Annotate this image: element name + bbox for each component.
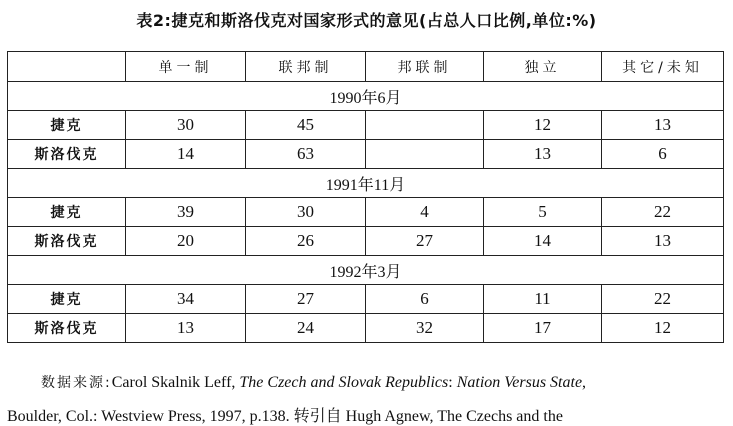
table-cell (366, 140, 484, 169)
source-tail: , (582, 374, 587, 391)
table-cell: 17 (484, 314, 602, 343)
column-header-unitary: 单一制 (126, 52, 246, 82)
table-cell: 12 (602, 314, 724, 343)
column-header-confederation: 邦联制 (366, 52, 484, 82)
table-row (8, 140, 724, 169)
row-label: 捷克 (8, 198, 126, 227)
table-cell: 45 (246, 111, 366, 140)
table-cell: 20 (126, 227, 246, 256)
table-cell: 26 (246, 227, 366, 256)
row-label: 捷克 (8, 111, 126, 140)
table-cell: 13 (484, 140, 602, 169)
source-book-subtitle: Nation Versus State (456, 374, 583, 391)
table-cell: 4 (366, 198, 484, 227)
table-cell: 63 (246, 140, 366, 169)
row-label: 斯洛伐克 (8, 227, 126, 256)
column-header-corner (8, 52, 126, 82)
column-header-independence: 独立 (484, 52, 602, 82)
row-label: 斯洛伐克 (8, 314, 126, 343)
section-label: 1990年6月 (8, 82, 724, 111)
table-cell: 11 (484, 285, 602, 314)
source-author: Carol Skalnik Leff, (111, 374, 240, 391)
header-row (8, 52, 724, 82)
table-cell: 22 (602, 198, 724, 227)
section-row (8, 256, 724, 285)
source-note-line-2: Boulder, Col.: Westview Press, 1997, p.138. 转引自 Hugh Agnew, The Czechs and the (7, 408, 563, 425)
table-cell: 27 (366, 227, 484, 256)
table-row (8, 198, 724, 227)
row-label: 捷克 (8, 285, 126, 314)
section-row (8, 82, 724, 111)
table-cell: 14 (484, 227, 602, 256)
column-header-federation: 联邦制 (246, 52, 366, 82)
section-label: 1992年3月 (8, 256, 724, 285)
section-label: 1991年11月 (8, 169, 724, 198)
table-cell: 12 (484, 111, 602, 140)
table-cell (366, 111, 484, 140)
row-label: 斯洛伐克 (8, 140, 126, 169)
table-cell: 30 (246, 198, 366, 227)
table-cell: 34 (126, 285, 246, 314)
source-book-title: The Czech and Slovak Republics (239, 374, 449, 391)
column-header-other: 其它/未知 (602, 52, 724, 82)
section-row (8, 169, 724, 198)
table-cell: 13 (602, 227, 724, 256)
table-cell: 5 (484, 198, 602, 227)
table-cell: 6 (602, 140, 724, 169)
table-cell: 24 (246, 314, 366, 343)
table-row (8, 111, 724, 140)
source-prefix: 数据来源: (41, 375, 112, 391)
table-cell: 13 (602, 111, 724, 140)
table-cell: 32 (366, 314, 484, 343)
table-cell: 6 (366, 285, 484, 314)
source-separator: : (448, 374, 457, 391)
table-cell: 14 (126, 140, 246, 169)
opinion-table (7, 51, 724, 343)
source-note-line-1 (0, 372, 733, 392)
table-row (8, 227, 724, 256)
table-cell: 39 (126, 198, 246, 227)
table-cell: 22 (602, 285, 724, 314)
table-cell: 30 (126, 111, 246, 140)
table-cell: 27 (246, 285, 366, 314)
table-cell: 13 (126, 314, 246, 343)
table-row (8, 314, 724, 343)
table-row (8, 285, 724, 314)
table-title: 表2:捷克和斯洛伐克对国家形式的意见(占总人口比例,单位:%) (136, 11, 597, 30)
